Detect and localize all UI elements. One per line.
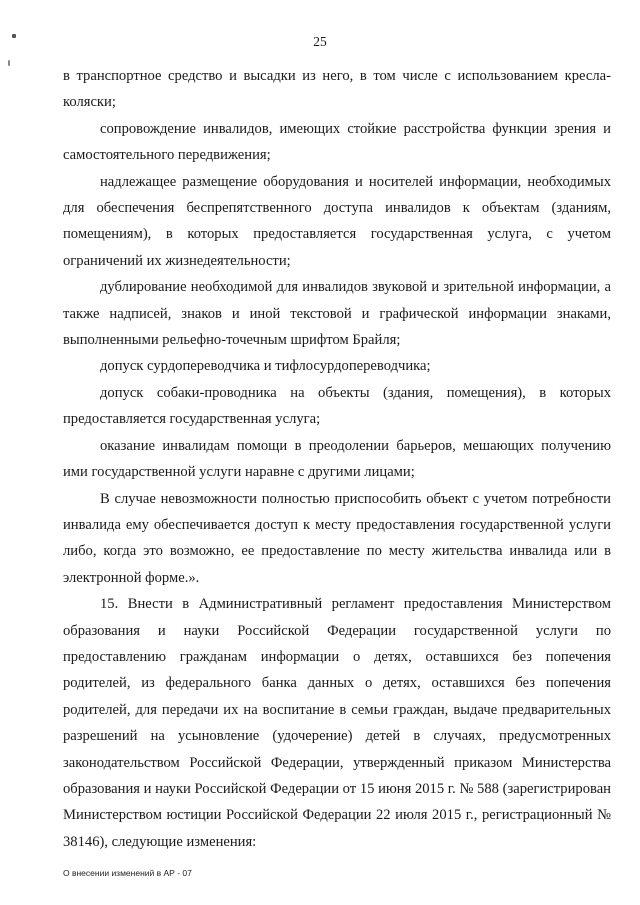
paragraph: допуск сурдопереводчика и тифлосурдопереводчика; bbox=[100, 358, 431, 375]
scan-speck bbox=[8, 60, 10, 66]
paragraph: оказание инвалидам помощи в преодолении барьеров, мешающих получению ими государственной услуги наравне с другими лицами; bbox=[63, 437, 611, 481]
document-body bbox=[63, 63, 611, 855]
footer-note: О внесении изменений в АР - 07 bbox=[63, 868, 192, 878]
paragraph: допуск собаки-проводника на объекты (здания, помещения), в которых предоставляется государственная услуга; bbox=[63, 384, 611, 428]
paragraph: надлежащее размещение оборудования и носителей информации, необходимых для обеспечения беспрепятственного доступа инвалидов к объектам (зданиям, помещениям), в которых предоставляется государственная услуга, с учетом ограничений их жизнедеятельности; bbox=[63, 173, 611, 269]
paragraph: 15. Внести в Административный регламент предоставления Министерством образования и науки Российской Федерации государственной услуги по предоставлению гражданам информации о детях, оставшихся без попечения родителей, из федерального банка данных о детях, оставшихся без попечения родителей, для передачи их на воспитание в семьи граждан, выдаче предварительных разрешений на усыновление (удочерение) детей в случаях, предусмотренных законодательством Российской Федерации, утвержденный приказом Министерства образования и науки Российской Федерации от 15 июня 2015 г. № 588 (зарегистрирован Министерством юстиции Российской Федерации 22 июля 2015 г., регистрационный № 38146), следующие изменения: bbox=[63, 596, 611, 850]
paragraph: сопровождение инвалидов, имеющих стойкие расстройства функции зрения и самостоятельного передвижения; bbox=[63, 120, 611, 164]
paragraph: в транспортное средство и высадки из него, в том числе с использованием кресла-коляски; bbox=[63, 68, 611, 111]
page-number: 25 bbox=[313, 34, 327, 49]
paragraph: В случае невозможности полностью приспособить объект с учетом потребности инвалида ему обеспечивается доступ к месту предоставления государственной услуги либо, когда это возможно, ее предоставление по месту жительства инвалида или в электронной форме.». bbox=[63, 490, 611, 586]
paragraph: дублирование необходимой для инвалидов звуковой и зрительной информации, а также надписей, знаков и иной текстовой и графической информации знаками, выполненными рельефно-точечным шрифтом Брайля; bbox=[63, 279, 611, 349]
